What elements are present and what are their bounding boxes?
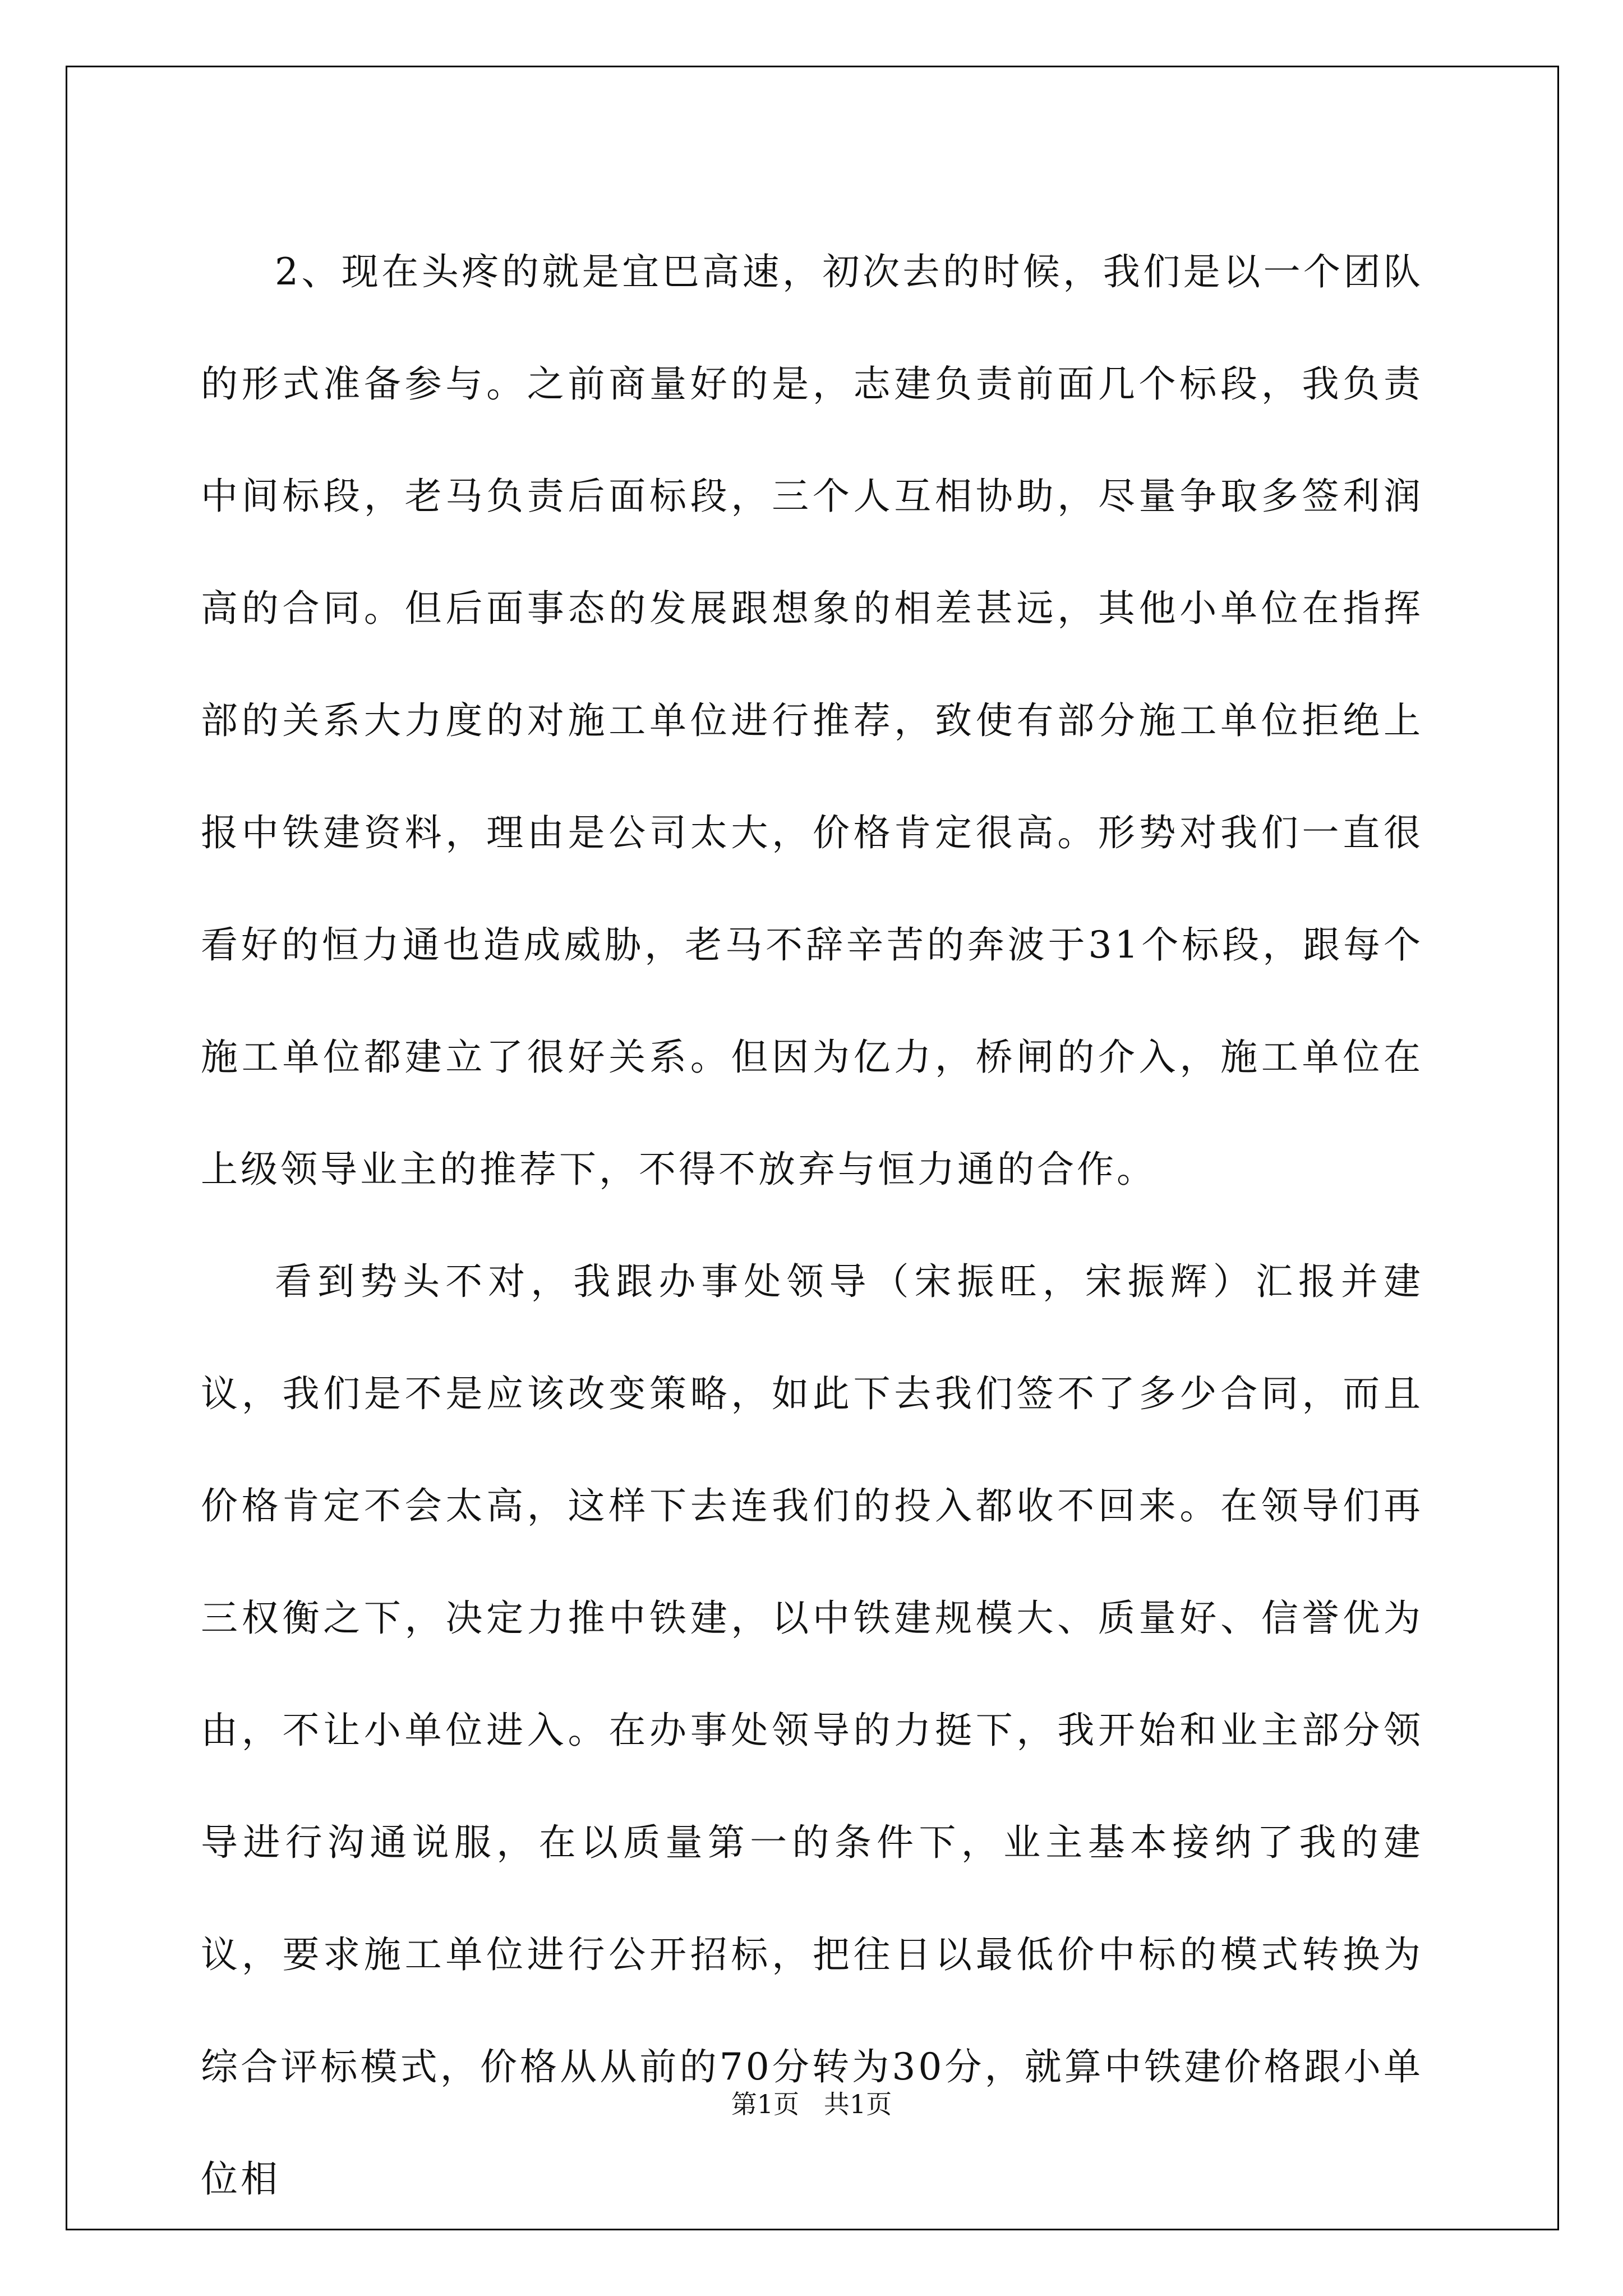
paragraph-2: 看到势头不对，我跟办事处领导（宋振旺，宋振辉）汇报并建议，我们是不是应该改变策略，如此下去我们签不了多少合同，而且价格肯定不会太高，这样下去连我们的投入都收不回来。在领导们再三权衡之下，决定力推中铁建，以中铁建规模大、质量好、信誉优为由，不让小单位进入。在办事处领导的力挺下，我开始和业主部分领导进行沟通说服，在以质量第一的条件下，业主基本接纳了我的建议，要求施工单位进行公开招标，把往日以最低价中标的模式转换为综合评标模式，价格从从前的70分转为30分，就算中铁建价格跟小单位相 [201,1260,1423,2201]
page-footer: 第1页 共1页 [731,2089,892,2119]
paragraph-1: 2、现在头疼的就是宜巴高速，初次去的时候，我们是以一个团队的形式准备参与。之前商量好的是，志建负责前面几个标段，我负责中间标段，老马负责后面标段，三个人互相协助，尽量争取多签利润高的合同。但后面事态的发展跟想象的相差甚远，其他小单位在指挥部的关系大力度的对施工单位进行推荐，致使有部分施工单位拒绝上报中铁建资料，理由是公司太大，价格肯定很高。形势对我们一直很看好的恒力通也造成威胁，老马不辞辛苦的奔波于31个标段，跟每个施工单位都建立了很好关系。但因为亿力，桥闸的介入，施工单位在上级领导业主的推荐下，不得不放弃与恒力通的合作。 [201,250,1423,1191]
document-body [201,216,1423,2235]
